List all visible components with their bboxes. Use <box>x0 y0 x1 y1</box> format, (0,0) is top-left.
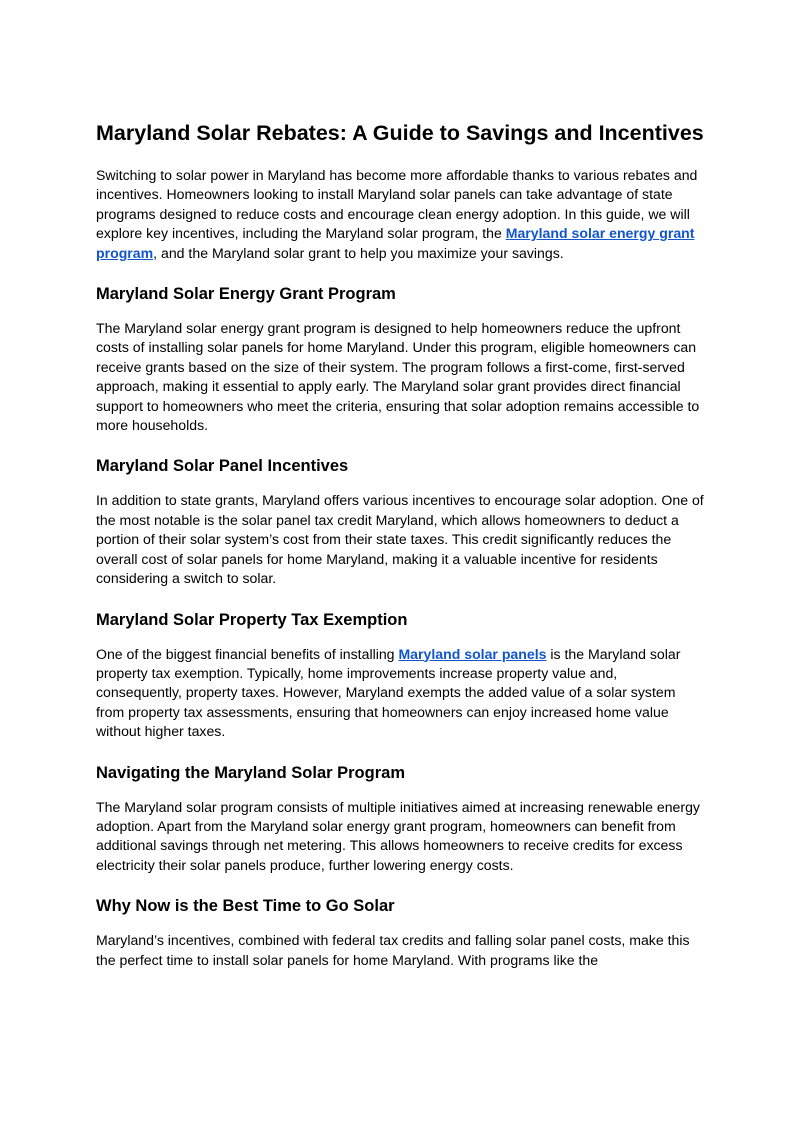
section-body-panel-incentives: In addition to state grants, Maryland offers various incentives to encourage solar adoption. One of the most notable is the solar panel tax credit Maryland, which allows homeowners to deduct a portion of their solar system’s cost from their state taxes. This credit significantly reduces the overall cost of solar panels for home Maryland, making it a valuable incentive for residents considering a switch to solar. <box>96 492 704 587</box>
document-page <box>96 118 706 990</box>
tax-exemption-text-after: is the Maryland solar property tax exemption. Typically, home improvements increase property value and, consequently, property taxes. However, Maryland exempts the added value of a solar system from property tax assessments, ensuring that homeowners can enjoy increased home value without higher taxes. <box>96 645 681 740</box>
section-heading-tax-exemption: Maryland Solar Property Tax Exemption <box>96 610 408 629</box>
grant-program-link[interactable]: Maryland solar energy grant program <box>96 225 695 261</box>
section-heading-panel-incentives: Maryland Solar Panel Incentives <box>96 457 349 476</box>
section-body-solar-program: The Maryland solar program consists of multiple initiatives aimed at increasing renewable energy adoption. Apart from the Maryland solar energy grant program, homeowners can benefit from additional savings through net metering. This allows homeowners to receive credits for excess electricity their solar panels produce, further lowering energy costs. <box>96 798 700 873</box>
section-heading-why-now: Why Now is the Best Time to Go Solar <box>96 897 395 916</box>
section-heading-grant-program: Maryland Solar Energy Grant Program <box>96 285 396 304</box>
section-body-tax-exemption <box>96 645 706 742</box>
intro-text-after: , and the Maryland solar grant to help you maximize your savings. <box>153 244 564 261</box>
section-heading-solar-program: Navigating the Maryland Solar Program <box>96 763 405 782</box>
section-body-grant-program: The Maryland solar energy grant program is designed to help homeowners reduce the upfront costs of installing solar panels for home Maryland. Under this program, eligible homeowners can receive grants based on the size of their system. The program follows a first-come, first-served approach, making it essential to apply early. The Maryland solar grant provides direct financial support to homeowners who meet the criteria, ensuring that solar adoption remains accessible to more households. <box>96 320 700 434</box>
solar-panels-link[interactable]: Maryland solar panels <box>398 645 547 662</box>
intro-paragraph <box>96 166 706 263</box>
tax-exemption-text-before: One of the biggest financial benefits of installing <box>96 645 399 662</box>
section-body-why-now: Maryland’s incentives, combined with federal tax credits and falling solar panel costs, make this the perfect time to install solar panels for home Maryland. With programs like the <box>96 932 690 968</box>
page-title: Maryland Solar Rebates: A Guide to Savings and Incentives <box>96 121 704 145</box>
intro-text-before: Switching to solar power in Maryland has become more affordable thanks to various rebates and incentives. Homeowners looking to install Maryland solar panels can take advantage of state programs designed to reduce costs and encourage clean energy adoption. In this guide, we will explore key incentives, including the Maryland solar program, the <box>96 167 698 242</box>
